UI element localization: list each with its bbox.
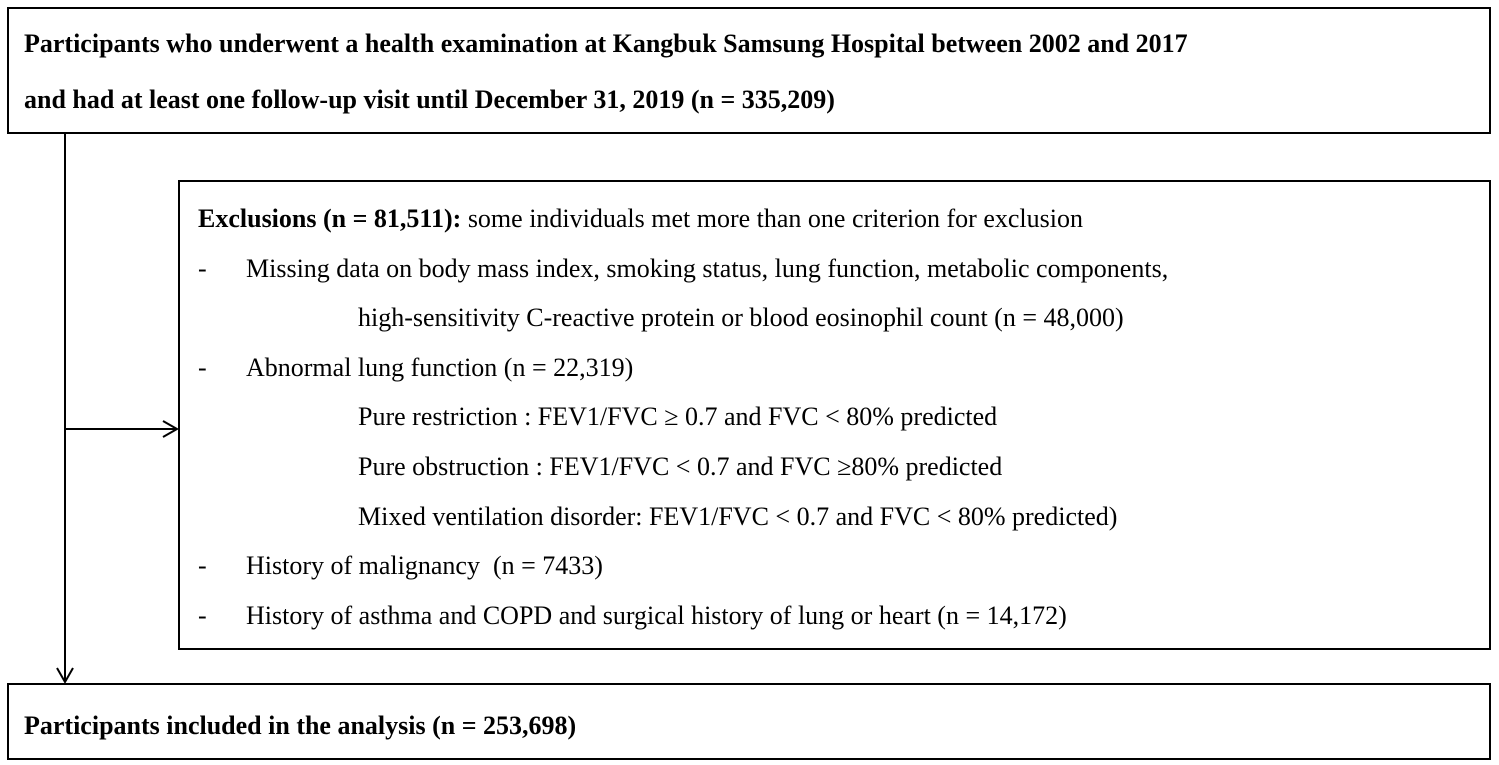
- enrolled-line-2: and had at least one follow-up visit until December 31, 2019 (n = 335,209): [24, 85, 835, 114]
- exclusions-box: [178, 180, 1491, 650]
- exclusions-heading: [198, 204, 1083, 234]
- exclusion-pure-obstruction: Pure obstruction : FEV1/FVC < 0.7 and FVC ≥80% predicted: [358, 452, 1003, 481]
- exclusion-mixed-ventilation: Mixed ventilation disorder: FEV1/FVC < 0.7 and FVC < 80% predicted): [358, 502, 1118, 531]
- exclusion-missing-data-line-2: high-sensitivity C-reactive protein or blood eosinophil count (n = 48,000): [358, 303, 1124, 332]
- bullet-dash: -: [198, 353, 207, 382]
- exclusion-malignancy: History of malignancy (n = 7433): [246, 551, 603, 580]
- included-participants-box: [7, 683, 1491, 760]
- exclusion-asthma-copd-surgery: History of asthma and COPD and surgical history of lung or heart (n = 14,172): [246, 601, 1067, 630]
- bullet-dash: -: [198, 601, 207, 630]
- bullet-dash: -: [198, 551, 207, 580]
- enrolled-line-1: Participants who underwent a health examination at Kangbuk Samsung Hospital between 2002 and 2017: [24, 29, 1188, 58]
- exclusion-missing-data-line-1: Missing data on body mass index, smoking status, lung function, metabolic components,: [246, 254, 1169, 283]
- exclusion-branch-arrowhead: [163, 421, 177, 437]
- exclusions-heading-note: some individuals met more than one criterion for exclusion: [461, 204, 1083, 233]
- included-participants-text: Participants included in the analysis (n = 253,698): [24, 711, 577, 740]
- main-flow-arrowhead: [57, 668, 73, 682]
- exclusion-abnormal-lung-function: Abnormal lung function (n = 22,319): [246, 353, 634, 382]
- exclusion-pure-restriction: Pure restriction : FEV1/FVC ≥ 0.7 and FVC < 80% predicted: [358, 402, 998, 431]
- exclusions-heading-count: Exclusions (n = 81,511):: [198, 204, 462, 233]
- bullet-dash: -: [198, 254, 207, 283]
- enrolled-participants-box: [7, 7, 1491, 134]
